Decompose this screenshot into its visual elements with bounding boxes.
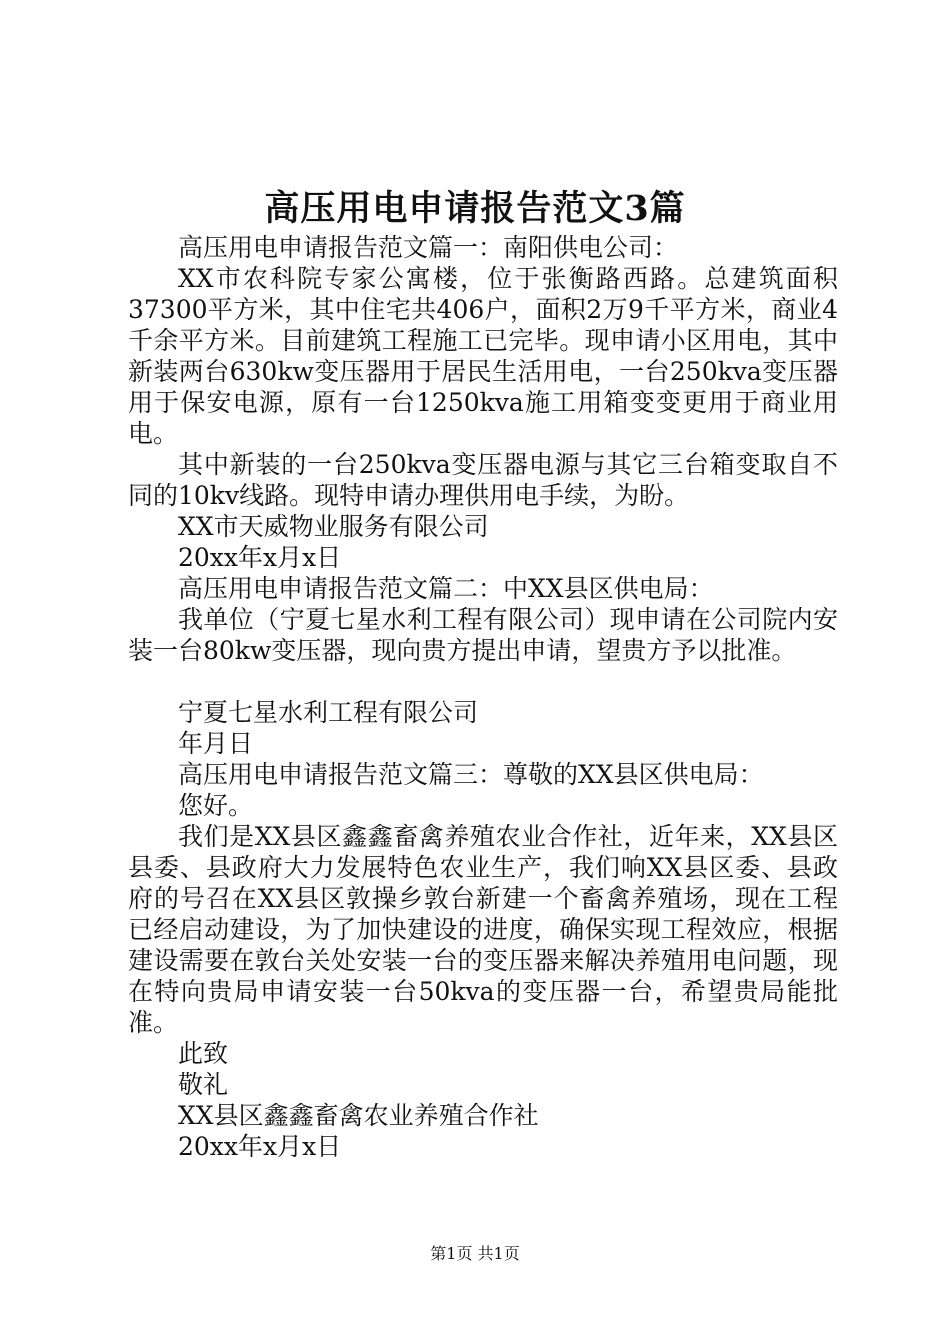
section-two-heading: 高压用电申请报告范文篇二：中XX县区供电局： [178, 574, 714, 603]
section-two-paragraph: 我单位（宁夏七星水利工程有限公司）现申请在公司院内安装一台80kw变压器，现向贵方提出申请，望贵方予以批准。 [128, 605, 838, 665]
section-two-date: 年月日 [178, 729, 254, 758]
section-one-date: 20xx年x月x日 [178, 543, 342, 572]
section-one-signature: XX市天威物业服务有限公司 [178, 512, 489, 541]
section-three-paragraph: 我们是XX县区鑫鑫畜禽养殖农业合作社，近年来，XX县区县委、县政府大力发展特色农业生产，我们响XX县区委、县政府的号召在XX县区敦操乡敦台新建一个畜禽养殖场，现在工程已经启动建设，为了加快建设的进度，确保实现工程效应，根据建设需要在敦台关处安装一台的变压器来解决养殖用电问题，现在特向贵局申请安装一台50kva的变压器一台，希望贵局能批准。 [128, 822, 838, 1037]
section-three-date: 20xx年x月x日 [178, 1132, 342, 1161]
section-one-paragraph-1: XX市农科院专家公寓楼，位于张衡路西路。总建筑面积37300平方米，其中住宅共406户，面积2万9千平方米，商业4千余平方米。目前建筑工程施工已完毕。现申请小区用电，其中新装两台630kw变压器用于居民生活用电，一台250kva变压器用于保安电源，原有一台1250kva施工用箱变变更用于商业用电。 [128, 264, 838, 448]
section-three-heading: 高压用电申请报告范文篇三：尊敬的XX县区供电局： [178, 760, 764, 789]
section-three-signature: XX县区鑫鑫畜禽农业养殖合作社 [178, 1101, 539, 1130]
document-title: 高压用电申请报告范文3篇 [264, 188, 686, 229]
blank-line [128, 666, 838, 697]
section-three-closing-1: 此致 [178, 1039, 229, 1068]
document-body [128, 232, 838, 1162]
section-three-closing-2: 敬礼 [178, 1070, 229, 1099]
section-three-greeting: 您好。 [178, 791, 254, 820]
section-two-signature: 宁夏七星水利工程有限公司 [178, 698, 479, 727]
page-footer: 第1页 共1页 [430, 1244, 520, 1263]
section-one-heading: 高压用电申请报告范文篇一：南阳供电公司： [178, 233, 679, 262]
section-one-paragraph-2: 其中新装的一台250kva变压器电源与其它三台箱变取自不同的10kv线路。现特申请办理供用电手续，为盼。 [128, 450, 838, 510]
